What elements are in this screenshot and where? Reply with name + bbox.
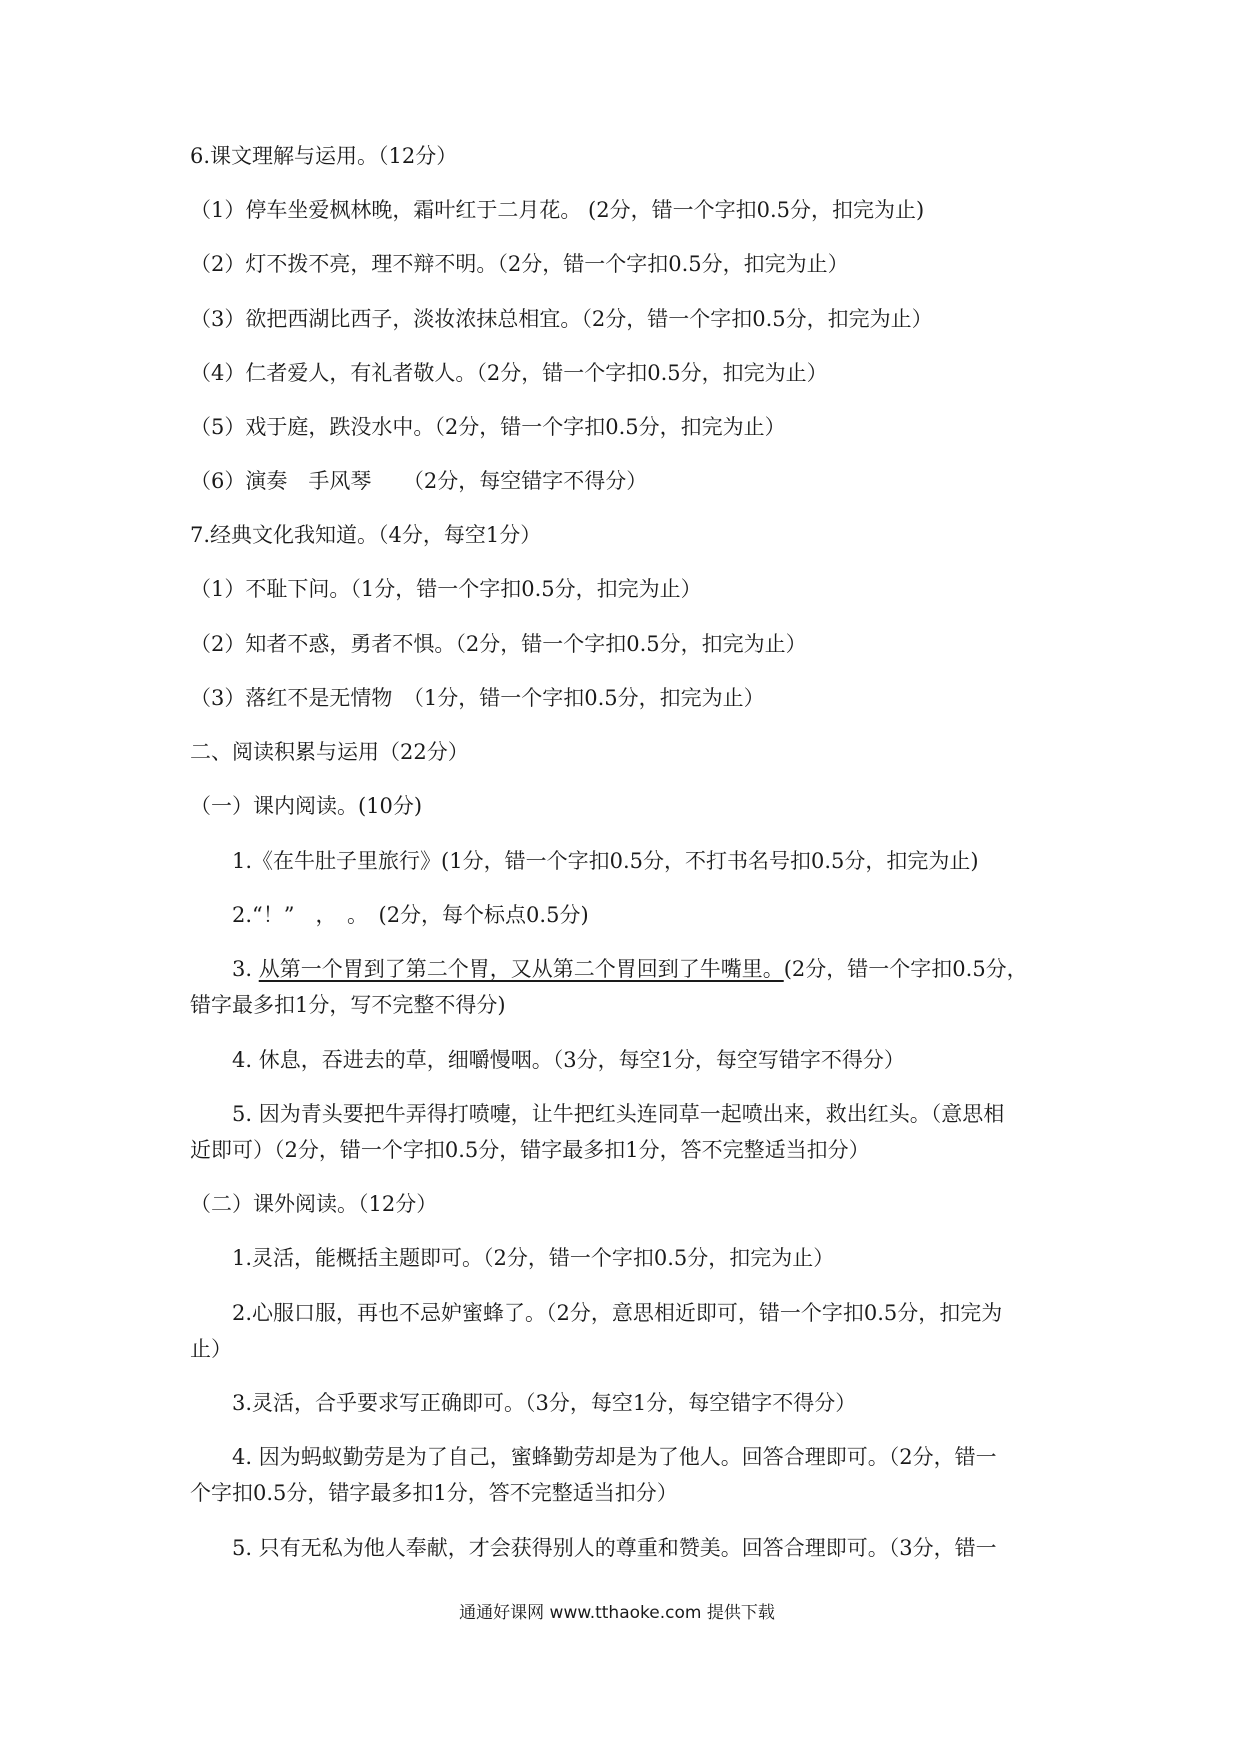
part2b-answer-2-text: 2.心服口服，再也不忌妒蜜蜂了。（2分，意思相近即可，错一个字扣0.5分，扣完为 — [232, 1301, 1003, 1325]
q6-answer-3: （3）欲把西湖比西子，淡妆浓抹总相宜。（2分，错一个字扣0.5分，扣完为止） — [190, 307, 933, 331]
q6-title: 6.课文理解与运用。（12分） — [190, 144, 458, 168]
part2b-answer-2 — [190, 1295, 1060, 1331]
part2a-answer-2 — [190, 897, 1060, 933]
part2a-answer-1 — [190, 843, 1060, 879]
part2b-answer-4 — [190, 1439, 1060, 1475]
part2a-answer-3-rest: (2分，错一个字扣0.5分， — [783, 957, 1028, 981]
part2a-answer-1-text: 1.《在牛肚子里旅行》(1分，错一个字扣0.5分，不打书名号扣0.5分，扣完为止) — [232, 849, 979, 873]
part2b-answer-3-text: 3.灵活，合乎要求写正确即可。（3分，每空1分，每空错字不得分） — [232, 1391, 857, 1415]
page-footer: 通通好课网 www.tthaoke.com 提供下载 — [459, 1603, 775, 1623]
q6-answer-6: （6）演奏 手风琴 （2分，每空错字不得分） — [190, 469, 648, 493]
part2a-answer-3-num: 3. — [232, 957, 253, 981]
q6-answer-4: （4）仁者爱人，有礼者敬人。（2分，错一个字扣0.5分，扣完为止） — [190, 361, 828, 385]
part2a-answer-4 — [190, 1042, 1060, 1078]
part2b-answer-3 — [190, 1385, 1060, 1421]
part2b-answer-4-text: 4. 因为蚂蚁勤劳是为了自己，蜜蜂勤劳却是为了他人。回答合理即可。（2分，错一 — [232, 1445, 997, 1469]
part2b-answer-5-text: 5. 只有无私为他人奉献，才会获得别人的尊重和赞美。回答合理即可。（3分，错一 — [232, 1536, 997, 1560]
part2a-answer-5 — [190, 1096, 1060, 1132]
part2a-answer-3 — [190, 951, 1060, 987]
part2b-title: （二）课外阅读。（12分） — [190, 1192, 438, 1216]
part2a-answer-3-line2: 错字最多扣1分，写不完整不得分) — [190, 993, 506, 1017]
part2b-answer-4-line2: 个字扣0.5分，错字最多扣1分，答不完整适当扣分） — [190, 1481, 678, 1505]
q7-title: 7.经典文化我知道。（4分，每空1分） — [190, 523, 542, 547]
part2a-answer-4-text: 4. 休息，吞进去的草，细嚼慢咽。（3分，每空1分，每空写错字不得分） — [232, 1048, 905, 1072]
part2a-answer-2-text: 2.“！” ， 。 (2分，每个标点0.5分) — [232, 903, 589, 927]
part2b-answer-1 — [190, 1240, 1060, 1276]
part2-title: 二、阅读积累与运用（22分） — [190, 740, 469, 764]
part2a-answer-5-text: 5. 因为青头要把牛弄得打喷嚏，让牛把红头连同草一起喷出来，救出红头。（意思相 — [232, 1102, 1005, 1126]
part2a-answer-5-line2: 近即可）（2分，错一个字扣0.5分，错字最多扣1分，答不完整适当扣分） — [190, 1138, 870, 1162]
part2b-answer-1-text: 1.灵活，能概括主题即可。（2分，错一个字扣0.5分，扣完为止） — [232, 1246, 835, 1270]
q6-answer-2: （2）灯不拨不亮，理不辩不明。（2分，错一个字扣0.5分，扣完为止） — [190, 252, 849, 276]
q7-answer-2: （2）知者不惑，勇者不惧。（2分，错一个字扣0.5分，扣完为止） — [190, 632, 807, 656]
q6-answer-1: （1）停车坐爱枫林晚，霜叶红于二月花。 (2分，错一个字扣0.5分，扣完为止) — [190, 198, 925, 222]
part2b-answer-2-line2: 止） — [190, 1337, 232, 1361]
part2b-answer-5 — [190, 1530, 1060, 1566]
q7-answer-3: （3）落红不是无情物 （1分，错一个字扣0.5分，扣完为止） — [190, 686, 765, 710]
q6-answer-5: （5）戏于庭，跌没水中。（2分，错一个字扣0.5分，扣完为止） — [190, 415, 786, 439]
q7-answer-1: （1）不耻下问。（1分，错一个字扣0.5分，扣完为止） — [190, 577, 702, 601]
part2a-title: （一）课内阅读。(10分) — [190, 794, 423, 818]
part2a-answer-3-underlined: 从第一个胃到了第二个胃，又从第二个胃回到了牛嘴里。 — [258, 957, 784, 981]
